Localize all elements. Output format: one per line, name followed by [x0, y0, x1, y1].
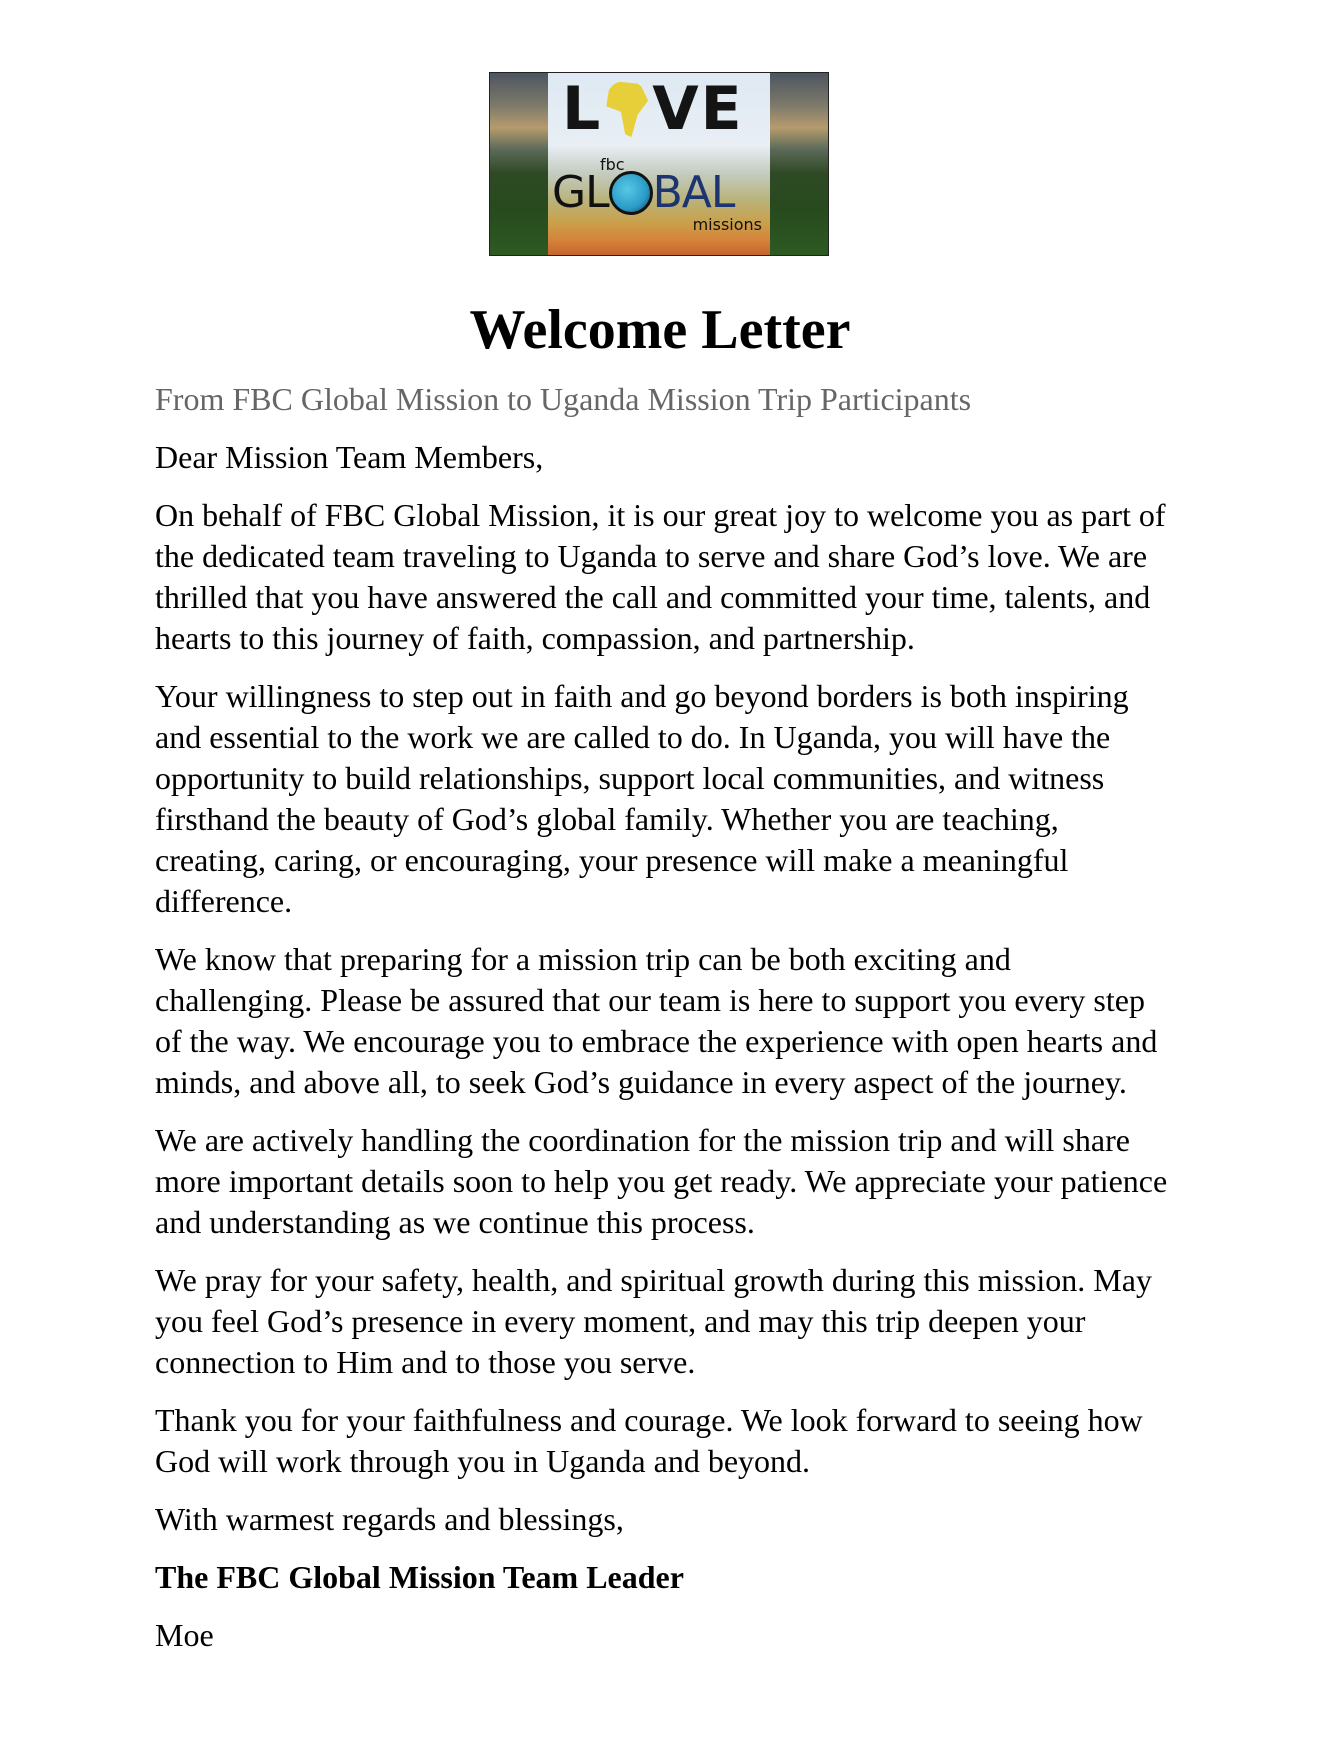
logo-center-panel [548, 73, 770, 255]
love-fbc-global-missions-logo [489, 72, 829, 256]
logo-banner [489, 72, 829, 256]
fbc-wordmark: fbc [600, 155, 625, 174]
signature-title: The FBC Global Mission Team Leader [155, 1559, 684, 1595]
closing: With warmest regards and blessings, [155, 1501, 624, 1537]
love-wordmark: L VE [562, 74, 744, 144]
salutation: Dear Mission Team Members, [155, 439, 544, 475]
page-title: Welcome Letter [469, 299, 851, 361]
paragraph-preparation: We know that preparing for a mission trip can be both exciting and challenging. Please be assured that our team is here to support you every step of the way. We encourage you to embrace the experience with open hearts and minds, and above all, to seek God’s guidance in every aspect of the journey. [155, 941, 1158, 1100]
paragraph-prayer: We pray for your safety, health, and spiritual growth during this mission. May you feel God’s presence in every moment, and may this trip deepen your connection to Him and to those you serve. [155, 1262, 1152, 1380]
letter-body [155, 437, 1175, 1673]
letter-subtitle: From FBC Global Mission to Uganda Mission Trip Participants [155, 381, 972, 417]
signature-name: Moe [155, 1617, 214, 1653]
landscape-left-panel [490, 73, 548, 255]
paragraph-thanks: Thank you for your faithfulness and courage. We look forward to seeing how God will work through you in Uganda and beyond. [155, 1402, 1143, 1479]
paragraph-coordination: We are actively handling the coordination for the mission trip and will share more important details soon to help you get ready. We appreciate your patience and understanding as we continue this process. [155, 1122, 1168, 1240]
paragraph-willingness: Your willingness to step out in faith and go beyond borders is both inspiring and essential to the work we are called to do. In Uganda, you will have the opportunity to build relationships, support local communities, and witness firsthand the beauty of God’s global family. Whether you are teaching, creating, caring, or encouraging, your presence will make a meaningful difference. [155, 678, 1129, 919]
paragraph-welcome: On behalf of FBC Global Mission, it is our great joy to welcome you as part of the dedicated team traveling to Uganda to serve and share God’s love. We are thrilled that you have answered the call and committed your time, talents, and hearts to this journey of faith, compassion, and partnership. [155, 497, 1166, 656]
missions-wordmark: missions [692, 215, 762, 234]
africa-map-icon [606, 81, 648, 137]
global-wordmark: GL BAL [552, 167, 735, 218]
globe-icon [609, 171, 653, 215]
landscape-right-panel [770, 73, 828, 255]
